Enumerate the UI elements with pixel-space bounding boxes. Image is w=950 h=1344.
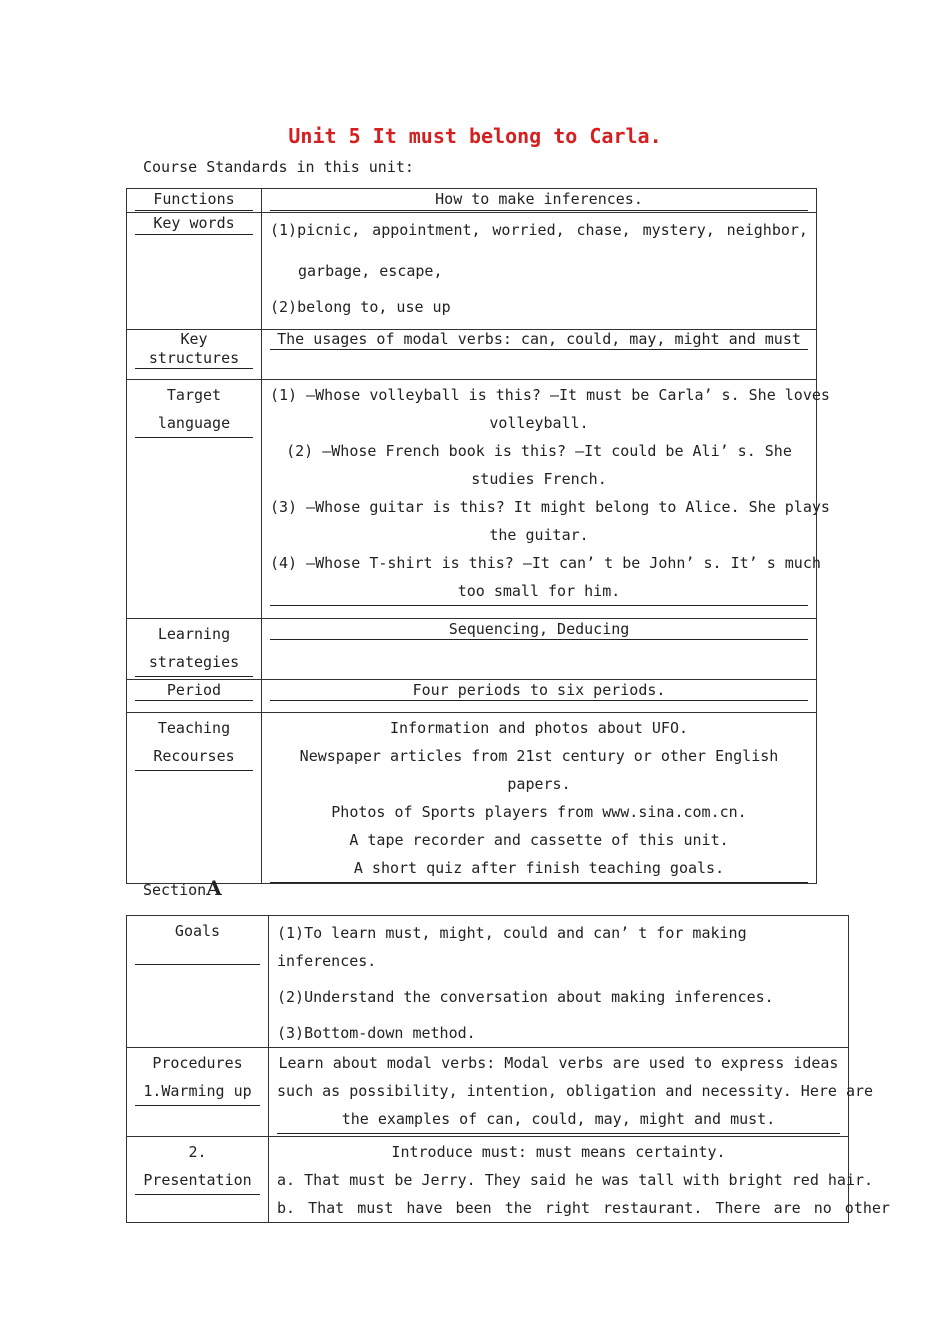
teaching-resource-line: Newspaper articles from 21st century or other English papers.	[299, 747, 779, 793]
warming-up-line: Learn about modal verbs: Modal verbs are used to express ideas	[278, 1054, 839, 1072]
teaching-resource-line: Photos of Sports players from www.sina.com.cn.	[331, 803, 747, 821]
procedures-label: Procedures	[152, 1054, 243, 1072]
key-words-line-2: garbage, escape,	[298, 262, 443, 280]
target-language-item: (1) —Whose volleyball is this? —It must be Carla’ s. She loves volleyball.	[270, 386, 830, 432]
course-standards-heading: Course Standards in this unit:	[143, 158, 414, 176]
row-warming-up	[127, 1048, 849, 1137]
target-language-label-1: Target	[166, 386, 222, 404]
row-target-language	[127, 380, 817, 619]
warming-up-line: such as possibility, intention, obligation and necessity. Here are	[277, 1082, 874, 1100]
presentation-line: b. That must have been the right restaurant. There are no other	[277, 1199, 890, 1217]
teaching-resources-label-1: Teaching	[157, 719, 231, 737]
section-a-table	[126, 915, 890, 1223]
warming-up-line: the examples of can, could, may, might and must.	[277, 1105, 840, 1134]
learning-strategies-label-2: strategies	[135, 648, 253, 677]
target-language-list	[270, 381, 830, 606]
page-title: Unit 5 It must belong to Carla.	[288, 124, 662, 148]
goal-item: (3)Bottom-down method.	[277, 1024, 476, 1042]
key-words-line-3: (2)belong to, use up	[270, 298, 451, 316]
key-word: chase,	[576, 221, 631, 239]
key-word: appointment,	[372, 221, 481, 239]
section-heading	[143, 876, 222, 900]
warming-up-label: 1.Warming up	[135, 1077, 260, 1106]
goal-item: (2)Understand the conversation about making inferences.	[277, 988, 774, 1006]
row-key-words	[127, 213, 817, 330]
target-language-label-2: language	[135, 409, 253, 438]
target-language-item: (4) —Whose T-shirt is this? —It can’ t be John’ s. It’ s much too small for him.	[270, 554, 821, 600]
teaching-resource-line: A tape recorder and cassette of this unit.	[349, 831, 729, 849]
row-key-structures	[127, 330, 817, 380]
section-letter: A	[206, 876, 222, 900]
presentation-label: Presentation	[135, 1166, 260, 1195]
row-period	[127, 680, 817, 713]
key-words-line-1	[270, 216, 808, 244]
teaching-resources-label-2: Recourses	[135, 742, 253, 771]
functions-label: Functions	[135, 189, 253, 211]
section-label: Section	[143, 881, 207, 899]
row-functions	[127, 189, 817, 213]
key-structures-label: Key structures	[135, 330, 253, 369]
key-word: worried,	[492, 221, 565, 239]
period-label: Period	[135, 681, 253, 701]
key-word: (1)picnic,	[270, 221, 361, 239]
teaching-resource-line: Information and photos about UFO.	[389, 719, 688, 737]
goals-label: Goals	[174, 922, 221, 940]
period-value: Four periods to six periods.	[270, 681, 808, 701]
row-presentation	[127, 1137, 849, 1223]
key-word: mystery,	[642, 221, 715, 239]
presentation-line: Introduce must: must means certainty.	[391, 1143, 726, 1161]
row-learning-strategies	[127, 619, 817, 680]
row-teaching-resources	[127, 713, 817, 884]
target-language-item: (2) —Whose French book is this? —It could be Ali’ s. She studies French.	[286, 442, 792, 488]
presentation-number: 2.	[188, 1143, 207, 1161]
key-words-label: Key words	[135, 213, 253, 235]
course-standards-table	[126, 188, 830, 884]
learning-strategies-value: Sequencing, Deducing	[270, 620, 808, 640]
key-structures-value: The usages of modal verbs: can, could, may, might and must	[270, 330, 808, 350]
target-language-item: (3) —Whose guitar is this? It might belong to Alice. She plays the guitar.	[270, 498, 830, 544]
presentation-line: a. That must be Jerry. They said he was tall with bright red hair.	[277, 1171, 874, 1189]
functions-value: How to make inferences.	[270, 189, 808, 211]
key-word: neighbor,	[726, 221, 808, 239]
row-goals	[127, 916, 849, 1048]
teaching-resource-line: A short quiz after finish teaching goals.	[270, 854, 808, 883]
learning-strategies-label-1: Learning	[157, 625, 231, 643]
goal-item: (1)To learn must, might, could and can’ t for making inferences.	[277, 924, 747, 970]
